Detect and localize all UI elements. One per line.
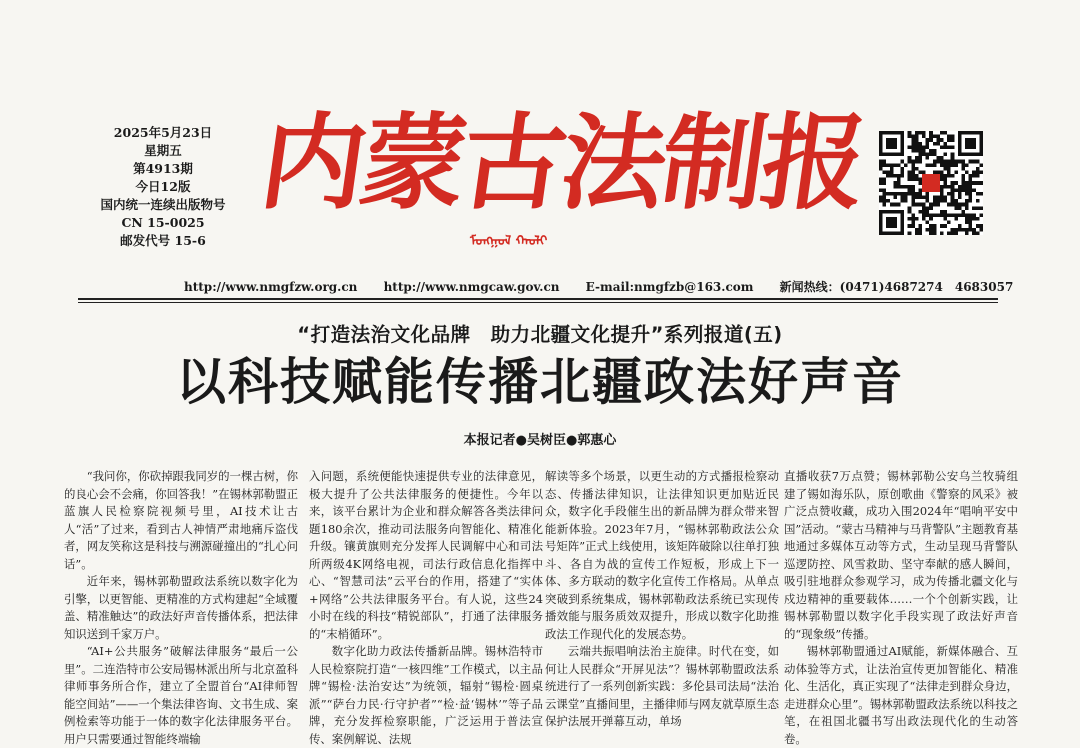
masthead-rule [78,298,998,300]
qr-code-icon[interactable] [879,131,983,235]
issue-weekday: 星期五 [144,143,182,158]
masthead-rule-thin [78,302,998,303]
article-headline: 以科技赋能传播北疆政法好声音 [176,352,904,411]
paragraph: 直播收获7万点赞；锡林郭勒公安乌兰牧骑组建了锡如海乐队，原创歌曲《警察的风采》被广泛点赞收藏，成功入围2024年“唱响平安中国”活动。“蒙古马精神与马背警队”主题教育基地通过多媒体互动等方式，生动呈现马背警队巡逻防控、风雪救助、坚守奉献的感人瞬间，吸引驻地群众参观学习，成为传播北疆文化与戍边精神的重要载体……一个个创新实践，让锡林郭勒盟以数字化手段实现了政法好声音的“现象级”传播。 [784,469,1018,641]
paragraph: 解读等多个场景，以更生动的方式播报检察动态、传播法律知识，让法律知识更加贴近民众，数字化手段催生出的新品牌为群众带来智能新体验。2023年7月，“锡林郭勒政法公众号矩阵”正式上线使用，该矩阵破除以往单打独斗、各自为战的宣传工作短板，形成上下一体、多方联动的数字化宣传工作格局。从单点突破到系统集成，锡林郭勒政法系统已实现传播效能与服务质效双提升，形成以数字化助推政法工作现代化的发展态势。 [545,469,779,641]
article-column-3 [545,468,779,731]
paragraph: 云端共振唱响法治主旋律。时代在变，如何让人民群众“开屏见法”？锡林郭勒盟政法系统进行了一系列创新实践：多伦县司法局“法治云课堂”直播间里，主播律师与网友就草原生态保护法展开弹幕互动，单场 [545,644,779,728]
newspaper-title: 内蒙古法制报 [253,101,871,224]
paragraph: 入问题，系统便能快速提供专业的法律意见，极大提升了公共法律服务的便捷性。今年以来，该平台累计为企业和群众解答各类法律问题180余次，推动司法服务向智能化、精准化升级。镶黄旗则充分发挥人民调解中心和司法所两级4K网络电视，司法行政信息化指挥中心、“智慧司法”云平台的作用，搭建了“实体+网络”公共法律服务平台。有人说，这些24小时在线的科技“精锐部队”，打通了法律服务的“末梢循环”。 [309,469,543,641]
website-link-2[interactable]: http://www.nmgcaw.gov.cn [383,280,560,294]
series-kicker: “打造法治文化品牌 助力北疆文化提升”系列报道(五) [297,323,783,346]
paragraph: “AI+公共服务”破解法律服务“最后一公里”。二连浩特市公安局锡林派出所与北京盈科律师事务所合作，建立了全盟首台“AI律师智能空间站”——一个集法律咨询、文书生成、案例检索等功能于一体的数字化法律服务平台。用户只需要通过智能终端输 [64,644,298,746]
issue-pages: 今日12版 [135,179,191,194]
website-link-1[interactable]: http://www.nmgfzw.org.cn [184,280,358,294]
paragraph: 数字化助力政法传播新品牌。锡林浩特市人民检察院打造“一核四维”工作模式，以主品牌“锡检·法治安达”为统领，辐射“锡检·圆桌派”“萨台力民·行守护者”“检·益‘锡林’”等子品牌，充分发挥检察职能，广泛运用于普法宣传、案例解说、法规 [309,644,543,746]
mongolian-title: ᠮᠣᠩᠭᠣᠯ ᠬᠠᠤᠯᠢ [470,234,548,249]
paragraph: “我问你，你砍掉跟我同岁的一棵古树，你的良心会不会痛，你回答我！”在锡林郭勒盟正蓝旗人民检察院视频号里，AI技术让古人“活”了过来，看到古人神情严肃地痛斥盗伐者，网友笑称这是科技与溯源碰撞出的“扎心问话”。 [64,469,298,571]
masthead-info [78,124,248,250]
issue-date: 2025年5月23日 [113,125,213,140]
serial-label: 国内统一连续出版物号 [100,197,226,212]
paragraph: 锡林郭勒盟通过AI赋能，新媒体融合、互动体验等方式，让法治宣传更加智能化、精准化、生活化，真正实现了“法律走到群众身边，走进群众心里”。锡林郭勒盟政法系统以科技之笔，在祖国北疆书写出政法现代化的生动答卷。 [784,644,1018,746]
article-column-4 [784,468,1018,748]
article-byline: 本报记者●吴树臣●郭惠心 [463,433,617,448]
article-column-2 [309,468,543,748]
news-hotline: 新闻热线：(0471)4687274 4683057 [779,280,1014,294]
email-link[interactable]: E-mail:nmgfzb@163.com [585,280,754,294]
article-column-1 [64,468,298,748]
cn-number: CN 15-0025 [121,215,205,230]
paragraph: 近年来，锡林郭勒盟政法系统以数字化为引擎，以更智能、更精准的方式构建起“全域覆盖、精准触达”的政法好声音传播体系，把法律知识送到千家万户。 [64,574,298,641]
postal-code: 邮发代号 15-6 [120,233,206,248]
issue-number: 第4913期 [133,161,193,176]
contact-bar [184,278,1035,295]
